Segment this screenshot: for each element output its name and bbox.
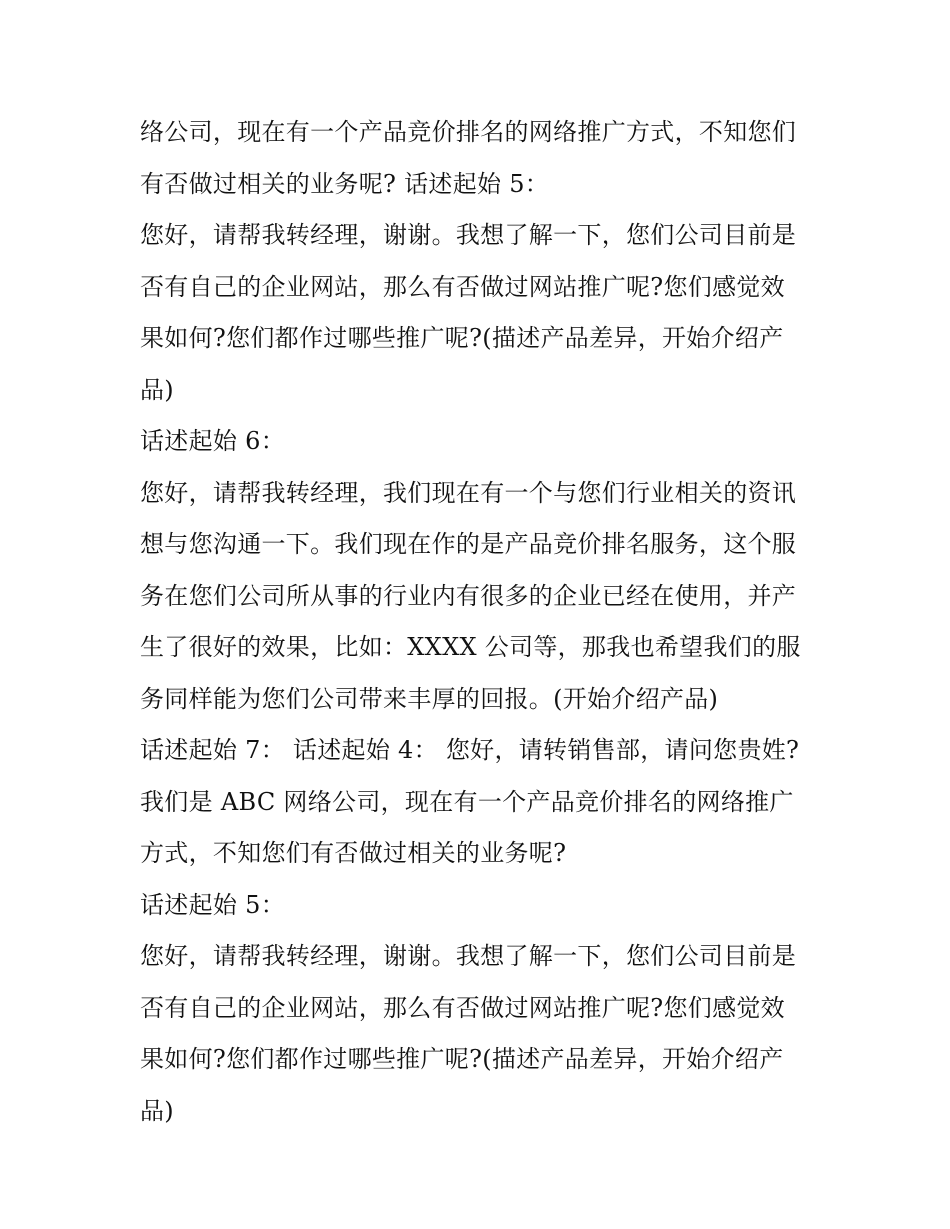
text-line: 否有自己的企业网站，那么有否做过网站推广呢?您们感觉效 — [140, 993, 785, 1022]
section-heading: 话述起始 7： 话述起始 4： 您好，请转销售部，请问您贵姓? — [140, 736, 800, 764]
text-line: 我们是 ABC 网络公司，现在有一个产品竞价排名的网络推广 — [140, 787, 794, 816]
text-line: 务同样能为您们公司带来丰厚的回报。(开始介绍产品) — [140, 684, 719, 713]
section-heading: 话述起始 5： — [140, 890, 285, 919]
text-line: 品) — [140, 1096, 174, 1125]
text-line: 务在您们公司所从事的行业内有很多的企业已经在使用，并产 — [140, 581, 797, 610]
text-line: 果如何?您们都作过哪些推广呢?(描述产品差异，开始介绍产 — [140, 1045, 784, 1073]
text-line: 想与您沟通一下。我们现在作的是产品竞价排名服务，这个服 — [140, 530, 797, 558]
text-line: 方式，不知您们有否做过相关的业务呢? — [140, 839, 567, 867]
text-line: 有否做过相关的业务呢? 话述起始 5： — [140, 169, 550, 198]
text-line: 您好，请帮我转经理，谢谢。我想了解一下，您们公司目前是 — [140, 942, 797, 970]
section-heading: 话述起始 6： — [140, 427, 285, 455]
document-body — [140, 107, 830, 1137]
text-line: 您好，请帮我转经理，谢谢。我想了解一下，您们公司目前是 — [140, 221, 797, 249]
text-line: 络公司，现在有一个产品竞价排名的网络推广方式，不知您们 — [140, 118, 797, 146]
text-line: 品) — [140, 375, 174, 404]
text-line: 生了很好的效果，比如：XXXX 公司等，那我也希望我们的服 — [140, 633, 801, 661]
text-line: 您好，请帮我转经理，我们现在有一个与您们行业相关的资讯 — [140, 478, 797, 507]
text-line: 果如何?您们都作过哪些推广呢?(描述产品差异，开始介绍产 — [140, 324, 784, 352]
text-line: 否有自己的企业网站，那么有否做过网站推广呢?您们感觉效 — [140, 272, 785, 301]
